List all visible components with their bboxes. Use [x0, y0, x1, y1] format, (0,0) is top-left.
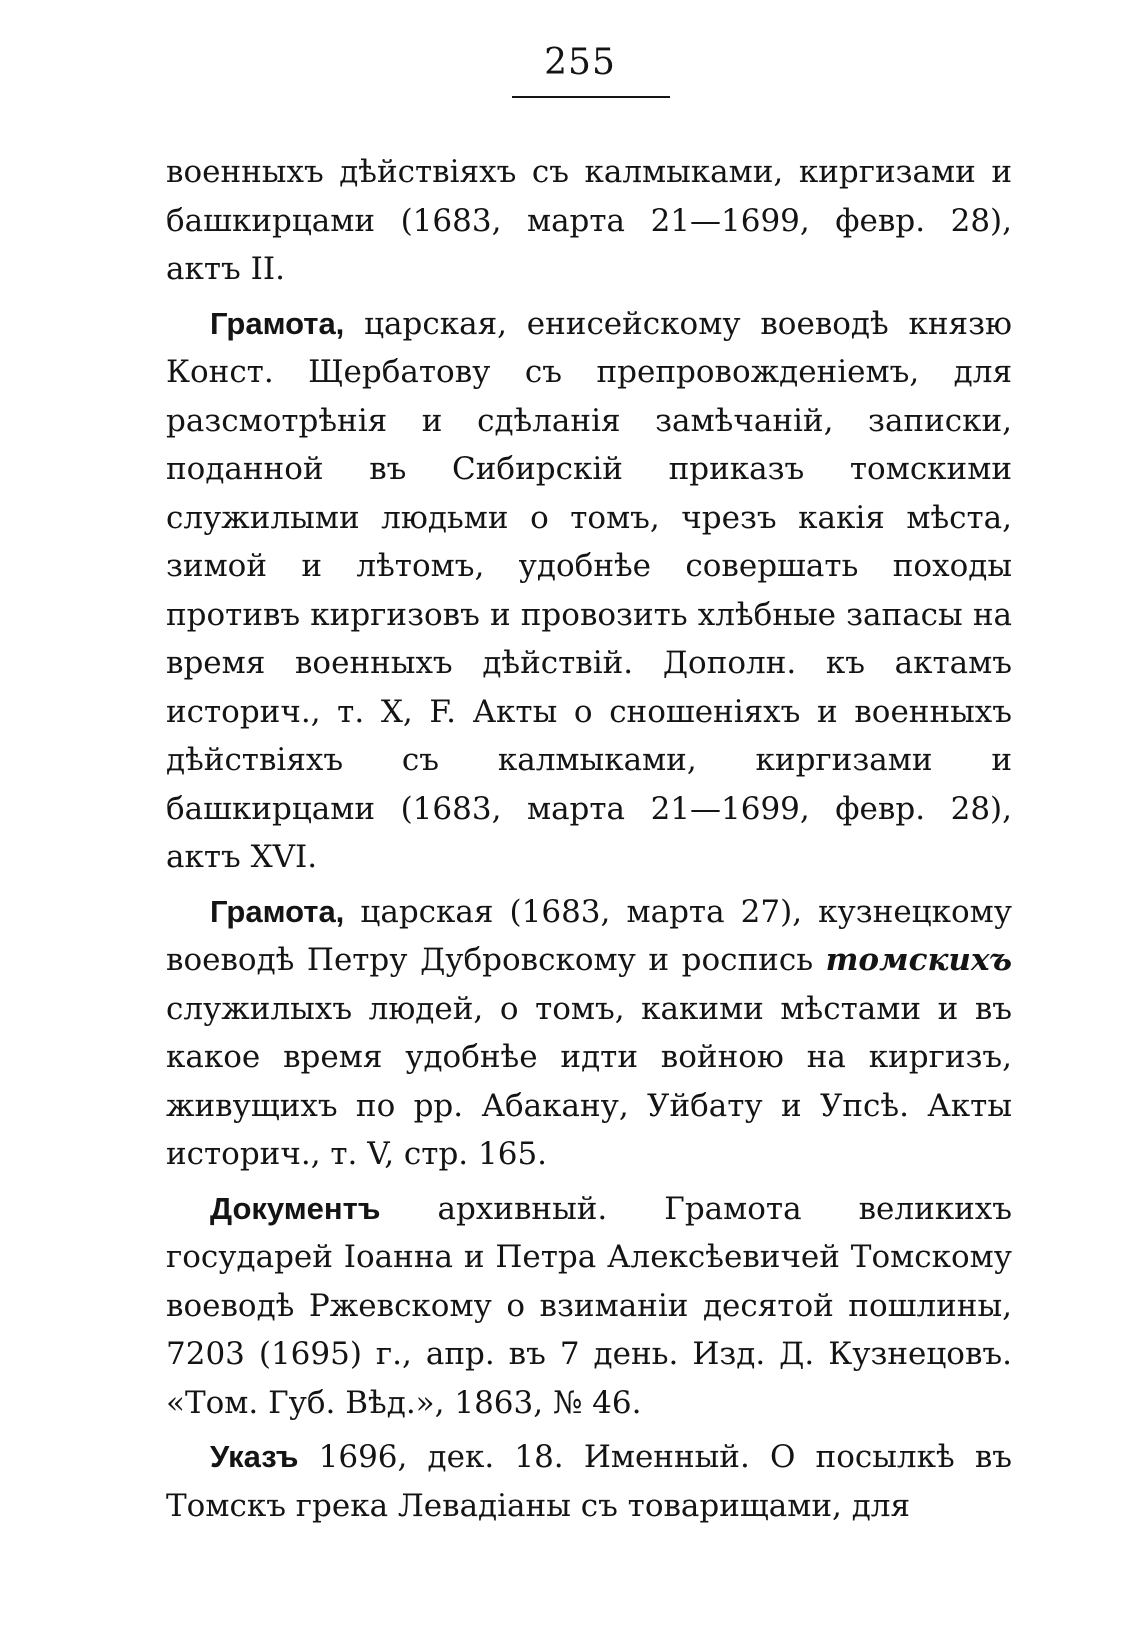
entry-lead: Грамота,	[210, 305, 345, 341]
body-text	[166, 148, 1012, 1530]
entry-lead: Документъ	[210, 1190, 381, 1226]
entry-italic-text: томскихъ	[825, 942, 1012, 978]
entry-text: 1696, дек. 18. Именный. О посылкѣ въ Томскъ грека Левадіаны съ товарищами, для	[166, 1439, 1012, 1524]
entry-text: архивный. Грамота великихъ государей Іоанна и Петра Алексѣевичей Томскому воеводѣ Ржевскому о взиманіи десятой пошлины, 7203 (1695) г., апр. въ 7 день. Изд. Д. Кузнецовъ. «Том. Губ. Вѣд.», 1863, № 46.	[166, 1190, 1012, 1421]
entry-lead: Указъ	[210, 1439, 299, 1474]
entry-gramota-dubrovsky	[166, 888, 1012, 1179]
entry-ukaz-1696	[166, 1433, 1012, 1530]
entry-lead: Грамота,	[210, 893, 345, 929]
entry-dokument-arkhivny	[166, 1185, 1012, 1428]
continuation-paragraph: военныхъ дѣйствіяхъ съ калмыками, киргизами и башкирцами (1683, марта 21—1699, февр. 28), актъ II.	[166, 154, 1012, 287]
entry-text: царская, енисейскому воеводѣ князю Конст. Щербатову съ препровожденіемъ, для разсмотрѣнія и сдѣланія замѣчаній, записки, поданной въ Сибирскій приказъ томскими служилыми людьми о томъ, чрезъ какія мѣста, зимой и лѣтомъ, удобнѣе совершать походы противъ киргизовъ и провозить хлѣбные запасы на время военныхъ дѣйствій. Дополн. къ актамъ историч., т. X, F. Акты о сношеніяхъ и военныхъ дѣйствіяхъ съ калмыками, киргизами и башкирцами (1683, марта 21—1699, февр. 28), актъ XVI.	[166, 305, 1012, 875]
entry-text: служилыхъ людей, о томъ, какими мѣстами и въ какое время удобнѣе идти войною на киргизъ, живущихъ по рр. Абакану, Уйбату и Упсѣ. Акты историч., т. V, стр. 165.	[166, 990, 1012, 1172]
header-rule	[512, 96, 670, 98]
page-number: 255	[544, 42, 616, 83]
entry-gramota-shcherbatov	[166, 300, 1012, 882]
entry-text: царская (1683, марта 27), кузнецкому воеводѣ Петру Дубровскому и роспись	[166, 893, 1012, 978]
